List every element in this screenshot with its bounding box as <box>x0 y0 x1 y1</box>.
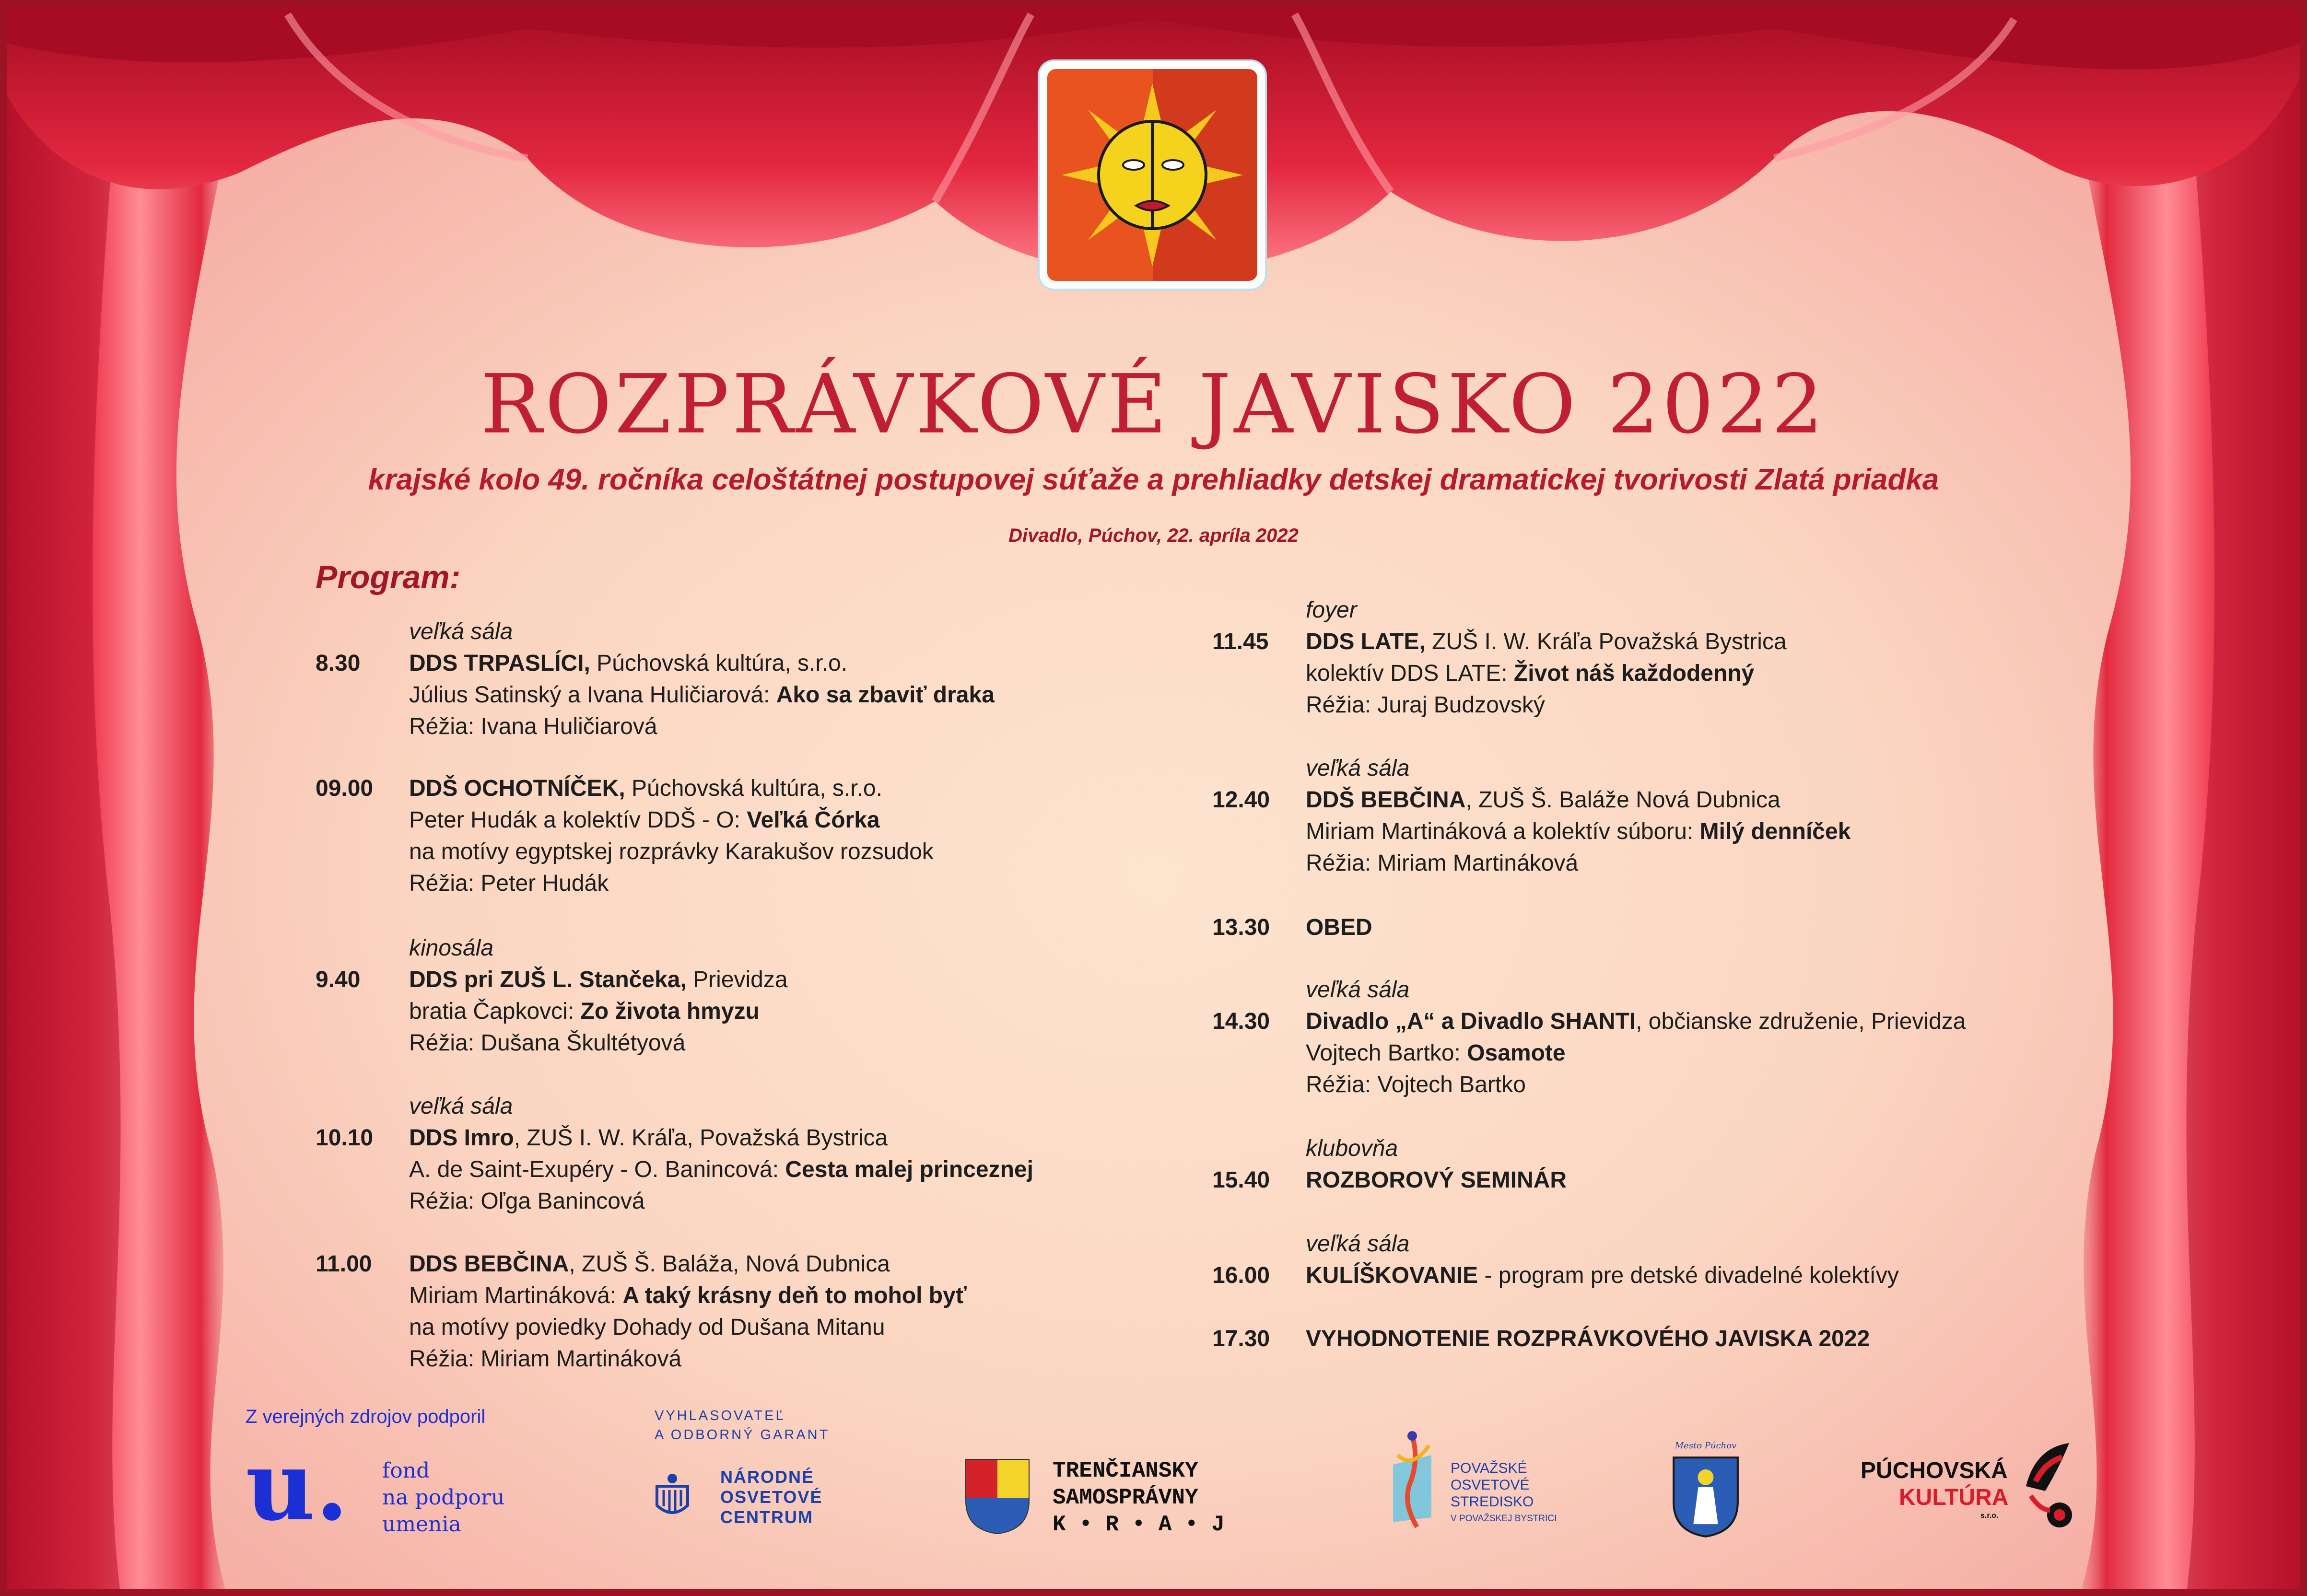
pos-figure-icon <box>1383 1426 1441 1532</box>
time: 16.00 <box>1212 1263 1270 1288</box>
time: 09.00 <box>316 776 374 801</box>
tsk-logo <box>964 1457 1271 1539</box>
ensemble: DDS Imro <box>409 1125 514 1151</box>
tsk-line: SAMOSPRÁVNY <box>1053 1485 1198 1510</box>
pos-line: V POVAŽSKEJ BYSTRICI <box>1451 1514 1557 1524</box>
play-note: na motívy egyptskej rozprávky Karakušov rozsudok <box>409 839 934 864</box>
time: 9.40 <box>316 967 361 992</box>
noc-line: OSVETOVÉ <box>720 1487 823 1507</box>
program-entry <box>1212 1228 1899 1292</box>
pos-line: POVAŽSKÉ <box>1451 1460 1527 1476</box>
time: 17.30 <box>1212 1326 1270 1351</box>
ensemble: DDS BEBČINA <box>409 1251 569 1277</box>
time: 8.30 <box>316 651 361 676</box>
time: 10.10 <box>316 1125 374 1151</box>
program-entry <box>316 1248 967 1375</box>
room-label: veľká sála <box>1306 977 1410 1002</box>
noc-logo <box>653 1453 845 1539</box>
program-entry <box>1212 753 1850 879</box>
organization: , občianske združenie, Prievidza <box>1636 1009 1966 1034</box>
organization: , ZUŠ Š. Baláže Nová Dubnica <box>1465 787 1780 813</box>
organization: , ZUŠ Š. Baláža, Nová Dubnica <box>569 1251 890 1277</box>
author: Miriam Martináková: <box>409 1283 623 1308</box>
author: Miriam Martináková a kolektív súboru: <box>1306 819 1700 844</box>
play-title: Cesta malej princeznej <box>785 1157 1033 1182</box>
tsk-line: K • R • A • J <box>1053 1512 1225 1537</box>
director: Réžia: Miriam Martináková <box>409 1346 682 1372</box>
puchov-city-logo <box>1670 1441 1742 1541</box>
room-label: veľká sála <box>1306 756 1410 781</box>
ensemble: OBED <box>1306 915 1372 940</box>
fpu-line: na podporu <box>382 1485 505 1510</box>
play-title: Milý denníček <box>1699 819 1851 844</box>
program-entry <box>1212 594 1787 721</box>
organizer-line: VYHLASOVATEĽ <box>655 1408 785 1423</box>
room-label: veľká sála <box>409 1094 513 1119</box>
puchov-coat-of-arms-icon <box>1671 1455 1740 1539</box>
poster-title: ROZPRÁVKOVÉ JAVISKO 2022 <box>480 357 1827 452</box>
play-title: Zo života hmyzu <box>580 999 760 1024</box>
author: kolektív DDS LATE: <box>1306 661 1514 686</box>
director: Réžia: Juraj Budzovský <box>1306 692 1545 718</box>
ensemble: DDS TRPASLÍCI, <box>409 651 590 676</box>
organization: Prievidza <box>686 967 788 992</box>
organization: - program pre detské divadelné kolektívy <box>1478 1263 1899 1288</box>
pk-line: KULTÚRA <box>1899 1485 2009 1510</box>
pos-line: OSVETOVÉ <box>1451 1477 1530 1493</box>
fpu-logo <box>246 1430 533 1549</box>
room-label: foyer <box>1306 597 1357 623</box>
play-note: na motívy poviedky Dohady od Dušana Mitanu <box>409 1315 885 1340</box>
pos-logo <box>1383 1426 1585 1537</box>
fpu-line: fond <box>382 1458 430 1483</box>
time: 15.40 <box>1212 1167 1270 1193</box>
ensemble: KULÍŠKOVANIE <box>1306 1263 1478 1288</box>
organization: Púchovská kultúra, s.r.o. <box>625 776 882 801</box>
venue-date: Divadlo, Púchov, 22. apríla 2022 <box>1008 525 1299 546</box>
program-entry <box>1212 974 1966 1101</box>
tsk-coat-of-arms-icon <box>964 1457 1031 1534</box>
play-title: Ako sa zbaviť draka <box>776 682 995 708</box>
organization: ZUŠ I. W. Kráľa Považská Bystrica <box>1425 629 1787 654</box>
play-title: Život náš každodenný <box>1513 661 1755 686</box>
program-entry <box>1212 1323 1870 1355</box>
author: A. de Saint-Exupéry - O. Banincová: <box>409 1157 785 1182</box>
play-title: A taký krásny deň to mohol byť <box>622 1283 967 1308</box>
noc-line: NÁRODNÉ <box>720 1467 815 1487</box>
fpu-line: umenia <box>382 1512 461 1537</box>
time: 11.00 <box>316 1251 372 1277</box>
time: 12.40 <box>1212 787 1270 813</box>
ensemble: ROZBOROVÝ SEMINÁR <box>1306 1167 1567 1193</box>
ensemble: DDS pri ZUŠ L. Stančeka, <box>409 967 687 992</box>
time: 11.45 <box>1212 629 1269 654</box>
ensemble: DDŠ OCHOTNÍČEK, <box>409 776 625 801</box>
room-label: veľká sála <box>409 619 513 644</box>
city-name: Mesto Púchov <box>1675 1441 1737 1451</box>
director: Réžia: Ivana Huličiarová <box>409 714 657 739</box>
room-label: veľká sála <box>1306 1231 1410 1257</box>
pk-line: PÚCHOVSKÁ <box>1861 1458 2008 1483</box>
room-label: kinosála <box>409 935 494 961</box>
author: Vojtech Bartko: <box>1306 1040 1467 1066</box>
program-entry <box>316 1091 1033 1217</box>
puchovska-kultura-logo <box>1861 1438 2081 1544</box>
noc-flower-icon <box>653 1453 691 1539</box>
tsk-line: TRENČIANSKY <box>1053 1458 1198 1483</box>
director: Réžia: Vojtech Bartko <box>1306 1072 1526 1097</box>
room-label: klubovňa <box>1306 1136 1398 1161</box>
time: 13.30 <box>1212 915 1270 940</box>
author: bratia Čapkovci: <box>409 999 581 1024</box>
play-title: Veľká Čórka <box>747 807 880 833</box>
pk-folk-flower-icon <box>2016 1438 2079 1534</box>
director: Réžia: Oľga Banincová <box>409 1188 645 1214</box>
program-entry <box>316 616 995 743</box>
festival-sun-logo <box>1040 61 1265 289</box>
organization: , ZUŠ I. W. Kráľa, Považská Bystrica <box>514 1125 888 1151</box>
program-entry <box>1212 912 1372 944</box>
ensemble: DDS LATE, <box>1306 629 1426 654</box>
pos-line: STREDISKO <box>1451 1494 1534 1510</box>
fpu-letter: u. <box>246 1430 349 1542</box>
pk-line: s.r.o. <box>1980 1512 1999 1520</box>
sun-mask-icon <box>1047 69 1257 281</box>
author: Peter Hudák a kolektív DDŠ - O: <box>409 807 747 833</box>
play-title: Osamote <box>1467 1040 1566 1066</box>
ensemble: DDŠ BEBČINA <box>1306 787 1466 813</box>
author: Július Satinský a Ivana Huličiarová: <box>409 682 776 708</box>
poster-subtitle: krajské kolo 49. ročníka celoštátnej postupovej súťaže a prehliadky detskej dramatickej tvorivosti Zlatá priadka <box>368 463 1939 496</box>
program-entry <box>316 773 934 899</box>
program-entry <box>316 932 788 1059</box>
program-entry <box>1212 1133 1567 1196</box>
organization: Púchovská kultúra, s.r.o. <box>590 651 848 676</box>
organizer-line: A ODBORNÝ GARANT <box>655 1427 830 1443</box>
support-text: Z verejných zdrojov podporil <box>246 1406 486 1427</box>
noc-line: CENTRUM <box>720 1507 813 1527</box>
organizer-label <box>655 1406 830 1445</box>
time: 14.30 <box>1212 1009 1270 1034</box>
director: Réžia: Miriam Martináková <box>1306 850 1579 876</box>
director: Réžia: Peter Hudák <box>409 871 609 896</box>
director: Réžia: Dušana Škultétyová <box>409 1030 686 1056</box>
ensemble: Divadlo „A“ a Divadlo SHANTI <box>1306 1009 1636 1034</box>
ensemble: VYHODNOTENIE ROZPRÁVKOVÉHO JAVISKA 2022 <box>1306 1326 1870 1351</box>
program-heading: Program: <box>316 559 461 595</box>
